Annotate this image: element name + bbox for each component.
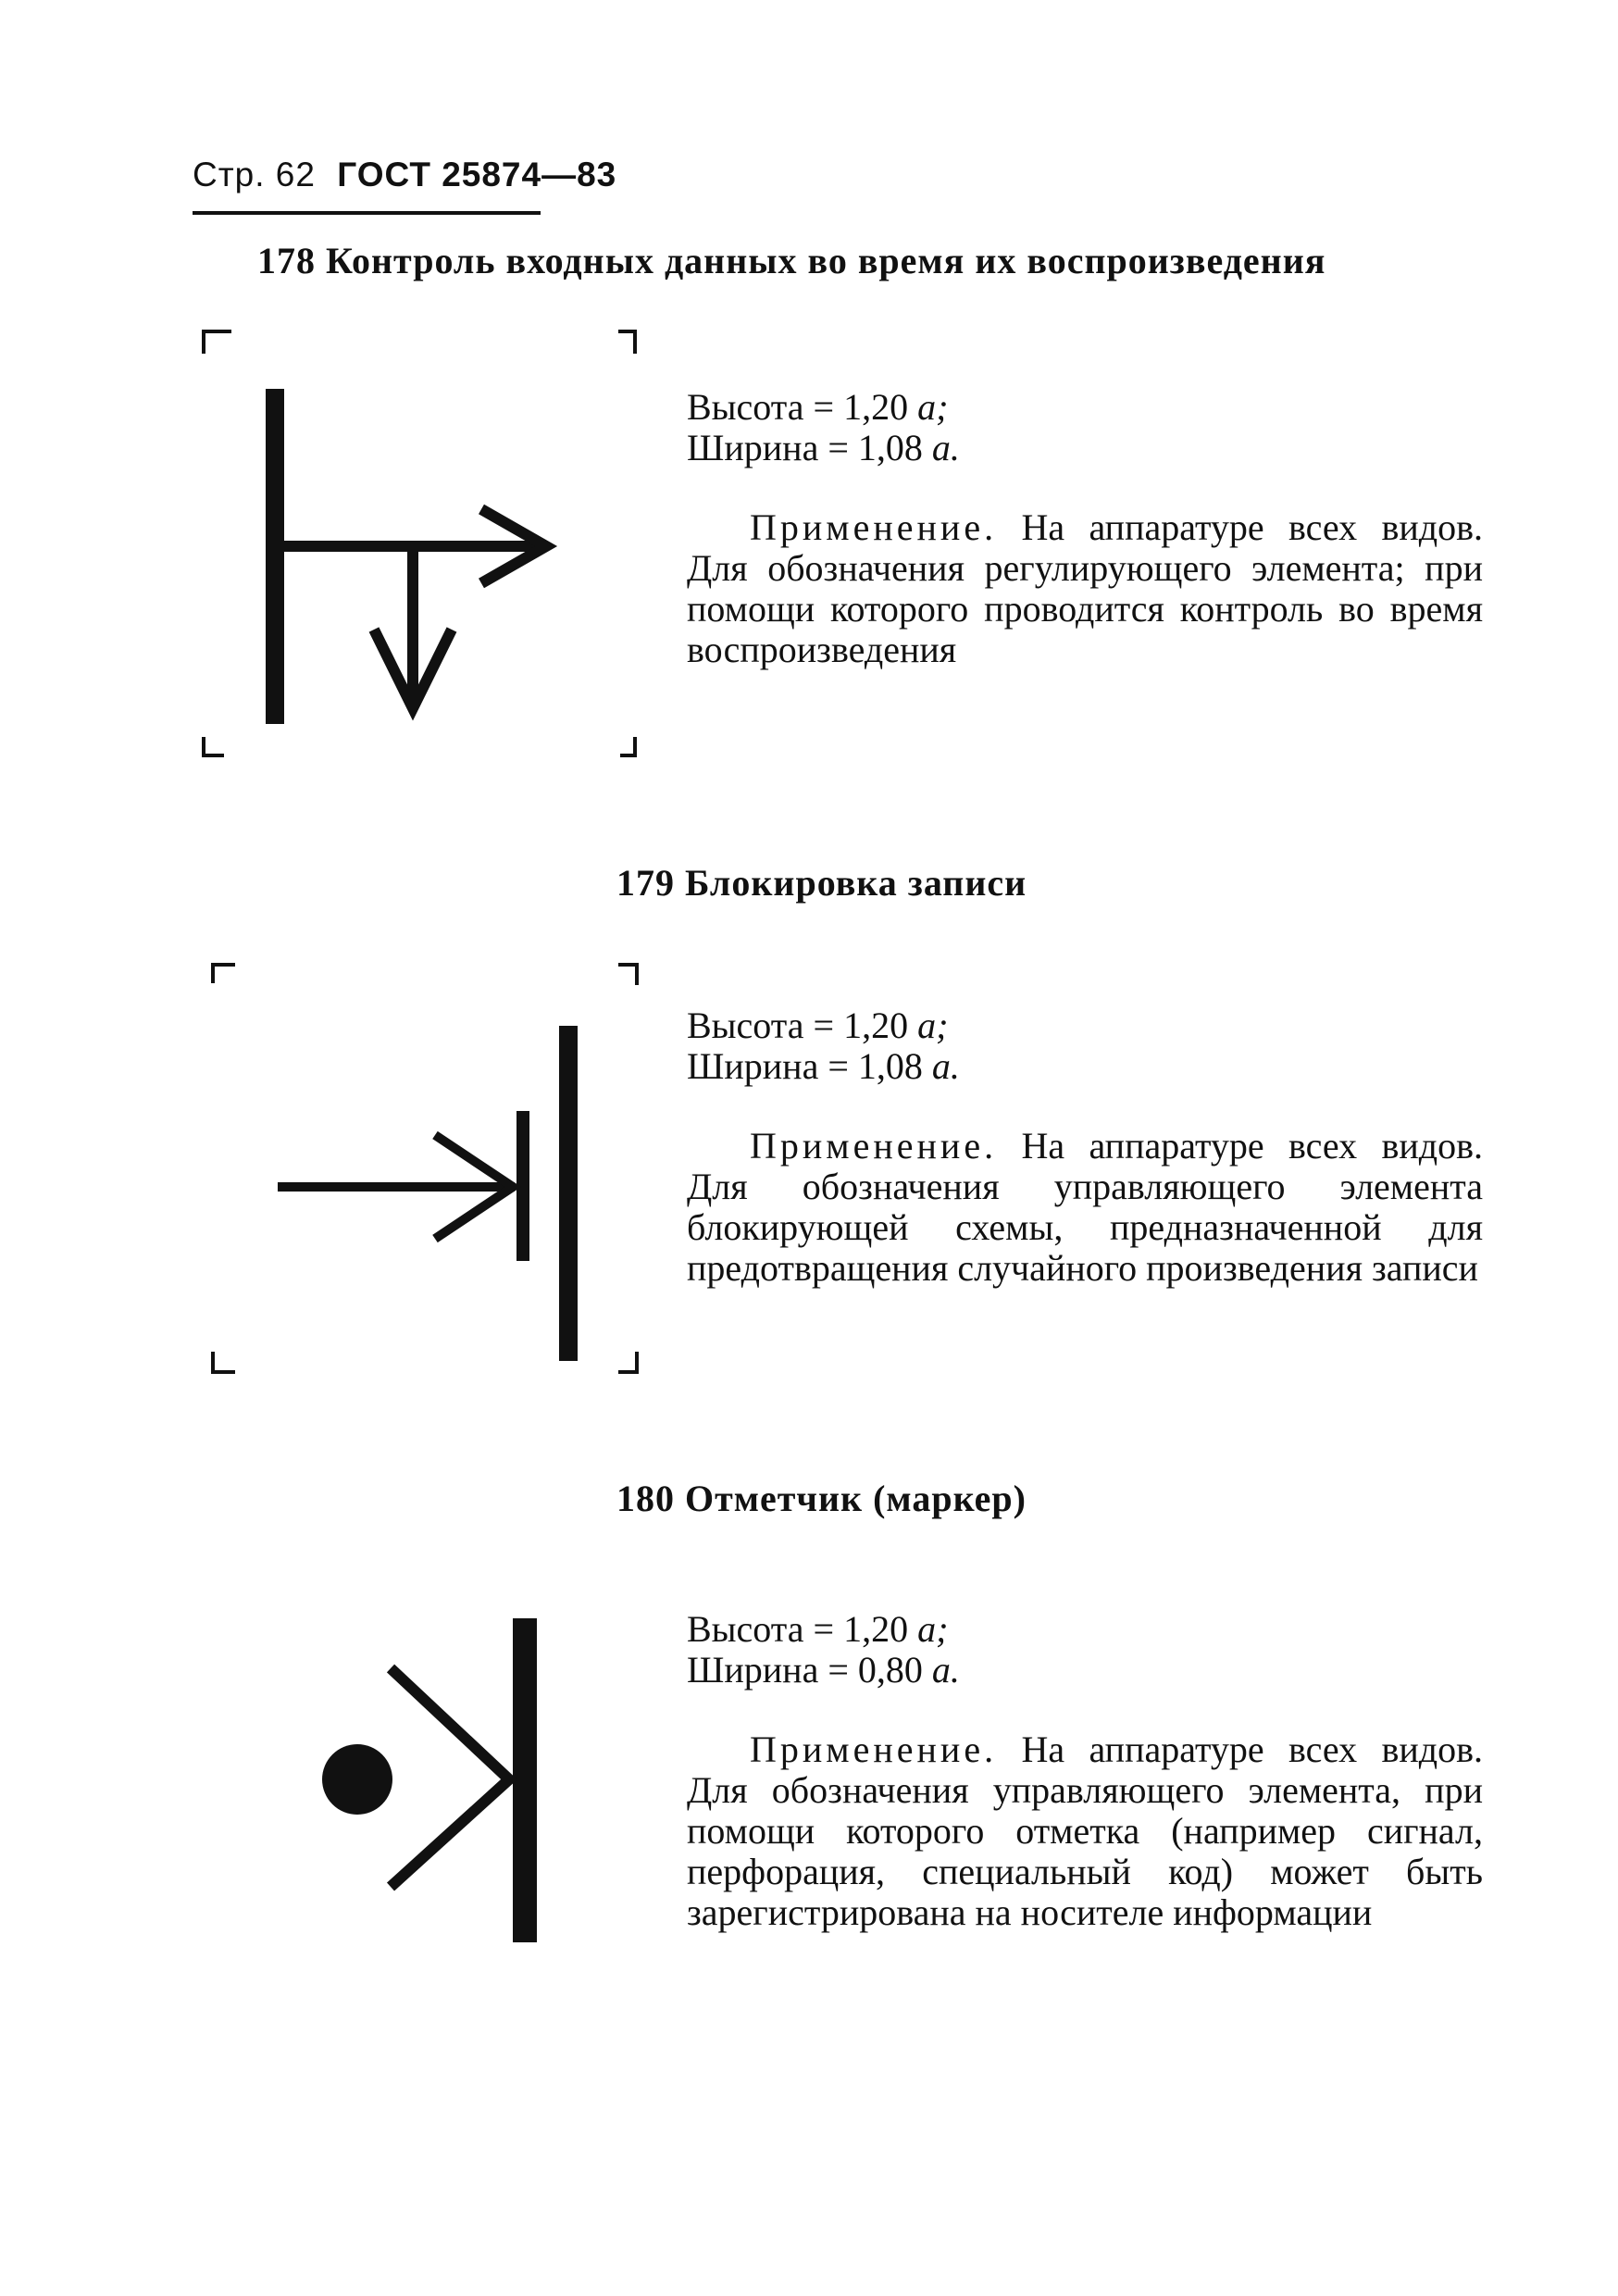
record-lock-icon [139,944,694,1463]
application-text: Применение. На аппаратуре всех видов. Для обозначения регулирующего элемента; при помощи которого проводится контроль во время воспроизведения [687,506,1484,670]
symbol-180-description [687,1609,1483,1933]
page-number: Стр. 62 [193,156,316,193]
marker-icon [139,1602,694,2120]
application-text: Применение. На аппаратуре всех видов. Для обозначения управляющего элемента, при помощи которого отметка (например сигнал, перфорация, специальный код) может быть зарегистрирована на носителе информации [687,1728,1484,1933]
width-spec: Ширина = 1,08 a. [687,427,960,468]
symbol-179-description [687,1005,1483,1289]
application-text: Применение. На аппаратуре всех видов. Для обозначения управляющего элемента блокирующей схемы, предназначенной для предотвращения случайного произведения записи [687,1125,1484,1289]
width-spec: Ширина = 1,08 a. [687,1045,960,1087]
symbol-180-title: 180 Отметчик (маркер) [616,1478,1027,1519]
symbol-178-description [687,387,1483,670]
input-control-playback-icon [139,324,694,842]
height-spec: Высота = 1,20 a; [687,1004,949,1046]
standard-number: ГОСТ 25874—83 [337,156,617,193]
symbol-180-figure [139,1602,694,2120]
height-spec: Высота = 1,20 a; [687,386,949,428]
page-header [193,156,616,194]
header-divider [193,211,541,215]
symbol-179-figure [139,944,694,1463]
symbol-178-figure [139,324,694,842]
height-spec: Высота = 1,20 a; [687,1608,949,1650]
symbol-178-title: 178 Контроль входных данных во время их воспроизведения [257,240,1326,281]
symbol-179-title: 179 Блокировка записи [616,862,1027,904]
width-spec: Ширина = 0,80 a. [687,1649,960,1691]
